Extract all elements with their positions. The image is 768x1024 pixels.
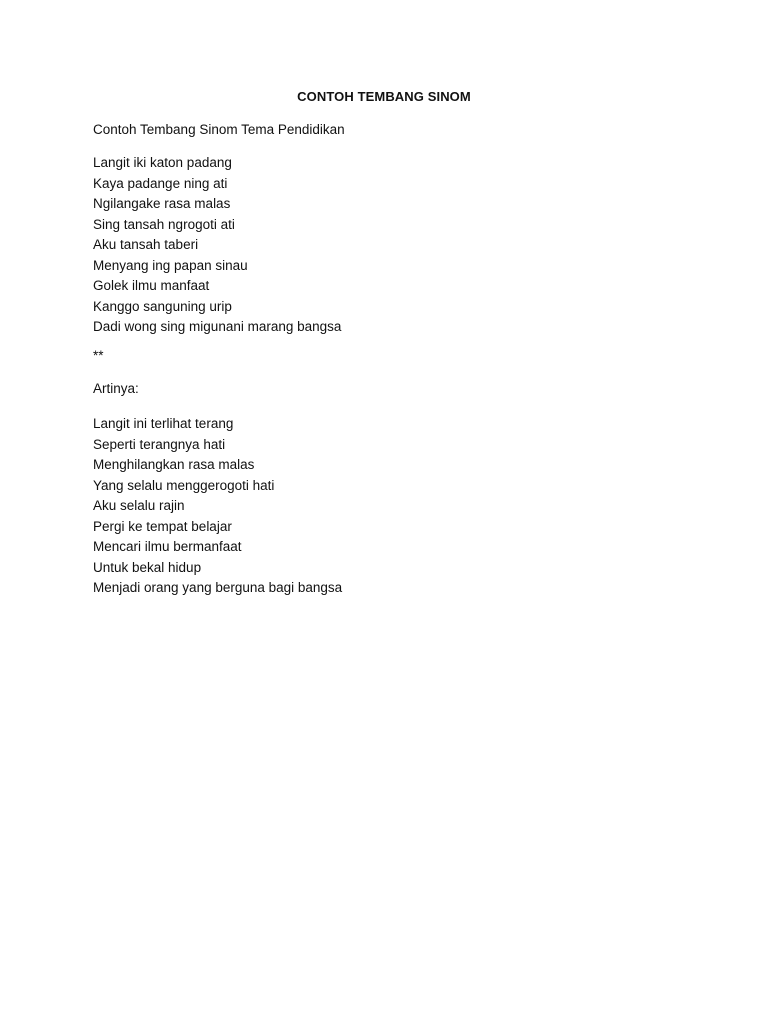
translation-line: Untuk bekal hidup [93, 559, 202, 575]
translation-line: Langit ini terlihat terang [93, 416, 234, 431]
stanza-line: Menyang ing papan sinau [93, 257, 248, 273]
document-subtitle: Contoh Tembang Sinom Tema Pendidikan [93, 122, 345, 137]
section-separator: ** [93, 348, 104, 363]
translation-stanza [93, 414, 342, 599]
stanza-line: Golek ilmu manfaat [93, 278, 210, 293]
stanza-line: Langit iki katon padang [93, 155, 232, 170]
translation-line: Mencari ilmu bermanfaat [93, 539, 242, 554]
stanza-line: Dadi wong sing migunani marang bangsa [93, 319, 342, 334]
translation-line: Yang selalu menggerogoti hati [93, 477, 275, 493]
javanese-stanza [93, 153, 341, 338]
translation-line: Menjadi orang yang berguna bagi bangsa [93, 580, 343, 595]
stanza-line: Kanggo sanguning urip [93, 298, 232, 314]
stanza-line: Sing tansah ngrogoti ati [93, 216, 235, 232]
translation-line: Aku selalu rajin [93, 498, 185, 513]
stanza-line: Kaya padange ning ati [93, 175, 228, 191]
document-title: CONTOH TEMBANG SINOM [297, 89, 471, 104]
stanza-line: Ngilangake rasa malas [93, 196, 231, 211]
translation-line: Pergi ke tempat belajar [93, 518, 232, 534]
stanza-line: Aku tansah taberi [93, 237, 199, 252]
translation-label: Artinya: [93, 381, 139, 396]
translation-line: Menghilangkan rasa malas [93, 457, 255, 472]
translation-line: Seperti terangnya hati [93, 436, 226, 452]
